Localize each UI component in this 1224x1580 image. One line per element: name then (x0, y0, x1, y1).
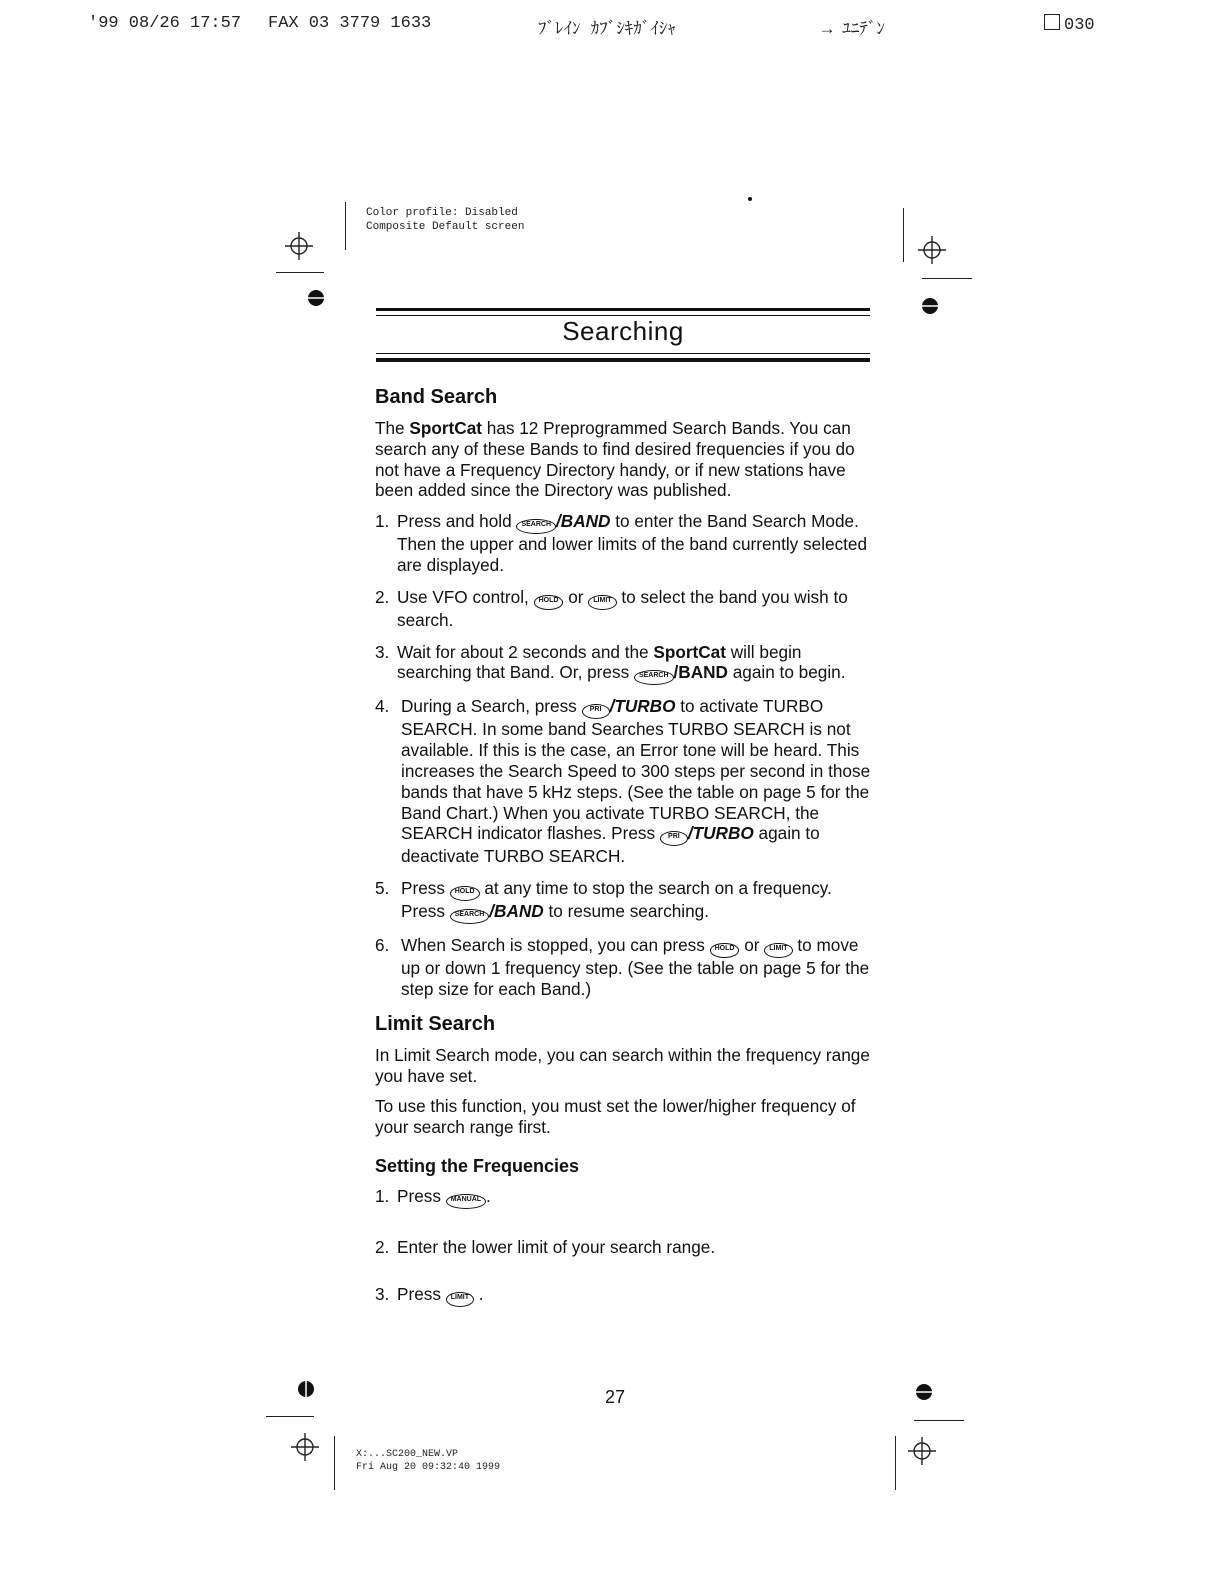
hold-key-icon: HOLD (710, 943, 740, 958)
fax-header (0, 14, 1224, 40)
registration-dot-icon (915, 1383, 933, 1401)
brand-name: SportCat (409, 418, 482, 438)
title-rule-bottom-thin (376, 353, 870, 354)
crop-mark-line (334, 1436, 335, 1490)
limit-search-para-1: In Limit Search mode, you can search within the frequency range you have set. (375, 1044, 870, 1086)
limit-key-icon: LIMIT (764, 943, 792, 958)
list-item: 2. Enter the lower limit of your search range. (375, 1236, 716, 1257)
list-item: 6. When Search is stopped, you can press HOLD or LIMIT to move up or down 1 frequency step. (See the table on page 5 for the step size for each Band.) (375, 935, 870, 999)
limit-key-icon: LIMIT (588, 595, 616, 610)
hold-key-icon: HOLD (450, 886, 480, 901)
fax-sender: ﾌﾞﾚｲﾝ ｶﾌﾞｼｷｶﾞｲｼｬ (538, 21, 676, 40)
band-search-steps (375, 511, 875, 1000)
registration-dot-icon (307, 289, 325, 307)
registration-dot-icon (297, 1380, 315, 1398)
checkbox-icon (1044, 14, 1060, 30)
setting-frequencies-heading: Setting the Frequencies (375, 1155, 580, 1176)
speck (748, 197, 752, 201)
page-number: 27 (604, 1387, 626, 1407)
fax-page: 030 (1044, 14, 1095, 35)
search-key-icon: SEARCH (450, 909, 490, 924)
search-key-icon: SEARCH (516, 519, 556, 534)
registration-dot-icon (921, 297, 939, 315)
hold-key-icon: HOLD (534, 595, 564, 610)
crop-mark-line (922, 278, 972, 279)
list-item: 1. Press and hold SEARCH /BAND to enter the Band Search Mode. Then the upper and lower limits of the band currently selected are displayed. (375, 511, 868, 575)
search-key-icon: SEARCH (634, 670, 674, 685)
main-content (375, 384, 875, 1318)
registration-crosshair-icon (906, 1435, 938, 1467)
crop-mark-line (266, 1416, 314, 1417)
title-rule-bottom (376, 358, 870, 362)
limit-key-icon: LIMIT (446, 1292, 474, 1307)
limit-search-para-2: To use this function, you must set the lower/higher frequency of your search range first. (375, 1096, 856, 1138)
crop-mark-line (276, 272, 324, 273)
crop-mark-line (895, 1436, 896, 1490)
list-item: 5. Press HOLD at any time to stop the search on a frequency. Press SEARCH /BAND to resume searching. (375, 878, 875, 924)
crop-mark-line (903, 208, 904, 262)
title-rule-top (376, 308, 870, 311)
crop-mark-line (914, 1420, 964, 1421)
list-item: 3. Wait for about 2 seconds and the SportCat will begin searching that Band. Or, press SEARCH /BAND again to begin. (375, 642, 875, 686)
list-item: 1. Press MANUAL . (375, 1186, 875, 1209)
limit-search-heading: Limit Search (375, 1012, 496, 1035)
band-search-intro: The SportCat has 12 Preprogrammed Search Bands. You can search any of these Bands to find desired frequencies if you do not have a Frequency Directory handy, or if new stations have been added since the Directory was published. (375, 418, 855, 501)
registration-crosshair-icon (283, 230, 315, 262)
print-info-bottom: X:...SC200_NEW.VP Fri Aug 20 09:32:40 1999 (356, 1449, 501, 1473)
fax-timestamp: '99 08/26 17:57 (88, 14, 242, 33)
fax-number: FAX 03 3779 1633 (268, 14, 432, 33)
pri-key-icon: PRI (582, 704, 610, 719)
brand-name: SportCat (653, 641, 726, 662)
band-search-heading: Band Search (375, 386, 498, 408)
crop-mark-line (345, 202, 346, 250)
registration-crosshair-icon (289, 1431, 321, 1463)
fax-recipient: → ﾕﾆﾃﾞﾝ (822, 21, 885, 40)
list-item: 2. Use VFO control, HOLD or LIMIT to select the band you wish to search. (375, 586, 848, 630)
print-info-top: Color profile: Disabled Composite Default screen (366, 207, 525, 233)
pri-key-icon: PRI (660, 831, 688, 846)
list-item: 4. During a Search, press PRI /TURBO to activate TURBO SEARCH. In some band Searches TURBO SEARCH is not available. If this is the case, an Error tone will be heard. This increases the Search Speed to 300 steps per second in those bands that have 5 kHz steps. (See the table on page 5 for the Band Chart.) When you activate TURBO SEARCH, the SEARCH indicator flashes. Press PRI /TURBO again to deactivate TURBO SEARCH. (375, 696, 871, 867)
page-title: Searching (562, 316, 684, 346)
setting-frequencies-steps (375, 1186, 875, 1307)
registration-crosshair-icon (916, 234, 948, 266)
manual-key-icon: MANUAL (446, 1194, 486, 1209)
list-item: 3. Press LIMIT . (375, 1284, 875, 1307)
